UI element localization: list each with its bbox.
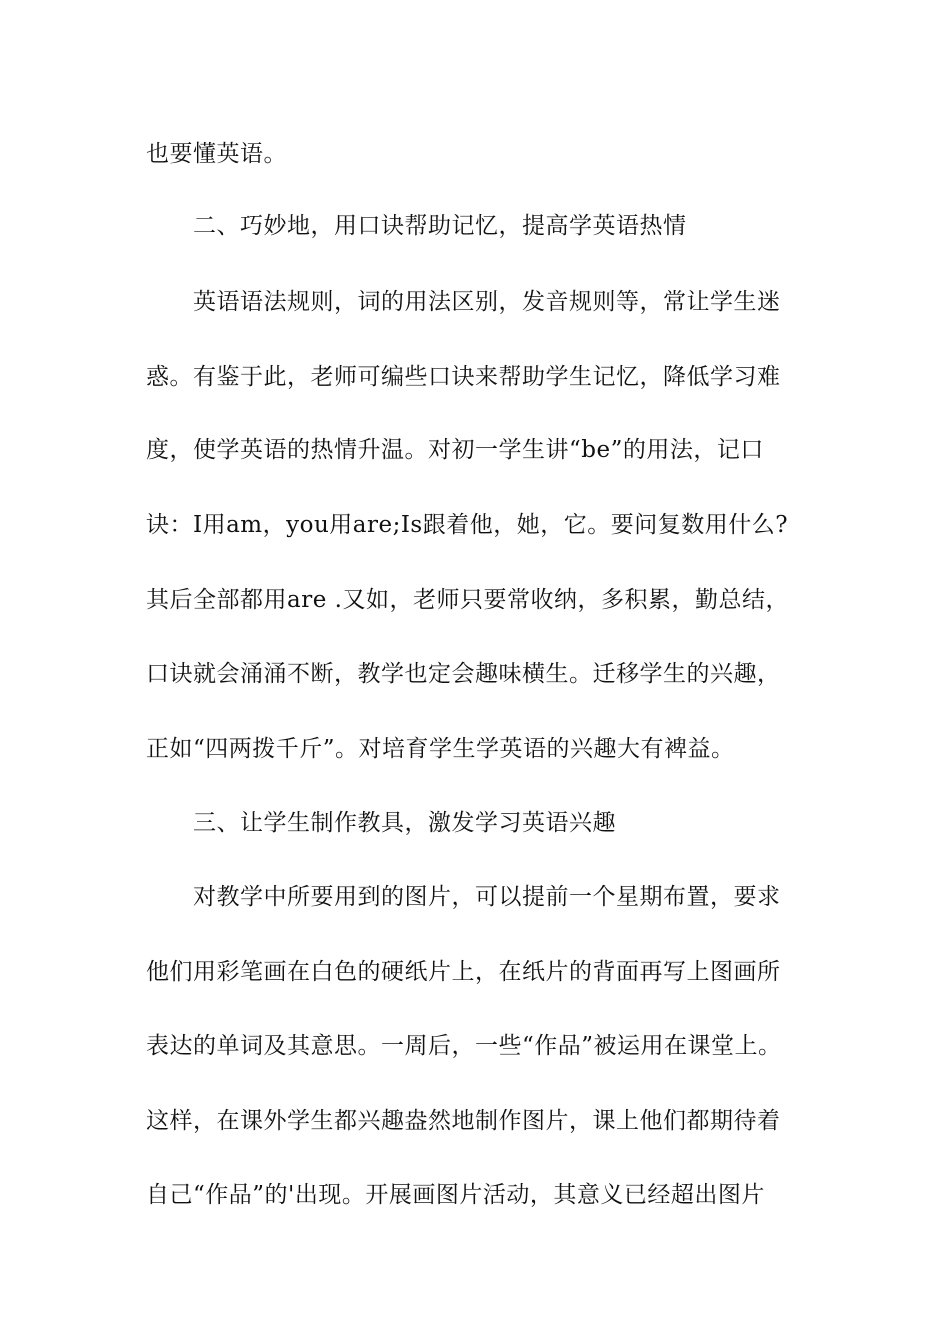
text-line: 自己“作品”的'出现。开展画图片活动，其意义已经超出图片: [146, 1182, 765, 1208]
text-line: 对教学中所要用到的图片，可以提前一个星期布置，要求: [193, 884, 781, 910]
text-line: 这样，在课外学生都兴趣盎然地制作图片，课上他们都期待着: [146, 1108, 781, 1134]
text-line: 其后全部都用are .又如，老师只要常收纳，多积累，勤总结，: [146, 587, 789, 613]
text-line: 诀：I用am，you用are;Is跟着他，她，它。要问复数用什么?: [146, 512, 789, 538]
text-line: 也要懂英语。: [146, 141, 287, 167]
text-line: 度，使学英语的热情升温。对初一学生讲“be”的用法，记口: [146, 437, 764, 463]
text-line: 惑。有鉴于此，老师可编些口诀来帮助学生记忆，降低学习难: [146, 364, 781, 390]
section-heading: 二、巧妙地，用口诀帮助记忆，提高学英语热情: [193, 213, 687, 239]
text-line: 口诀就会涌涌不断，教学也定会趣味横生。迁移学生的兴趣，: [146, 661, 781, 687]
text-line: 正如“四两拨千斤”。对培育学生学英语的兴趣大有裨益。: [146, 736, 735, 762]
section-heading: 三、让学生制作教具，激发学习英语兴趣: [193, 810, 616, 836]
text-line: 表达的单词及其意思。一周后，一些“作品”被运用在课堂上。: [146, 1033, 782, 1059]
text-line: 英语语法规则，词的用法区别，发音规则等，常让学生迷: [193, 289, 781, 315]
text-line: 他们用彩笔画在白色的硬纸片上，在纸片的背面再写上图画所: [146, 959, 781, 985]
